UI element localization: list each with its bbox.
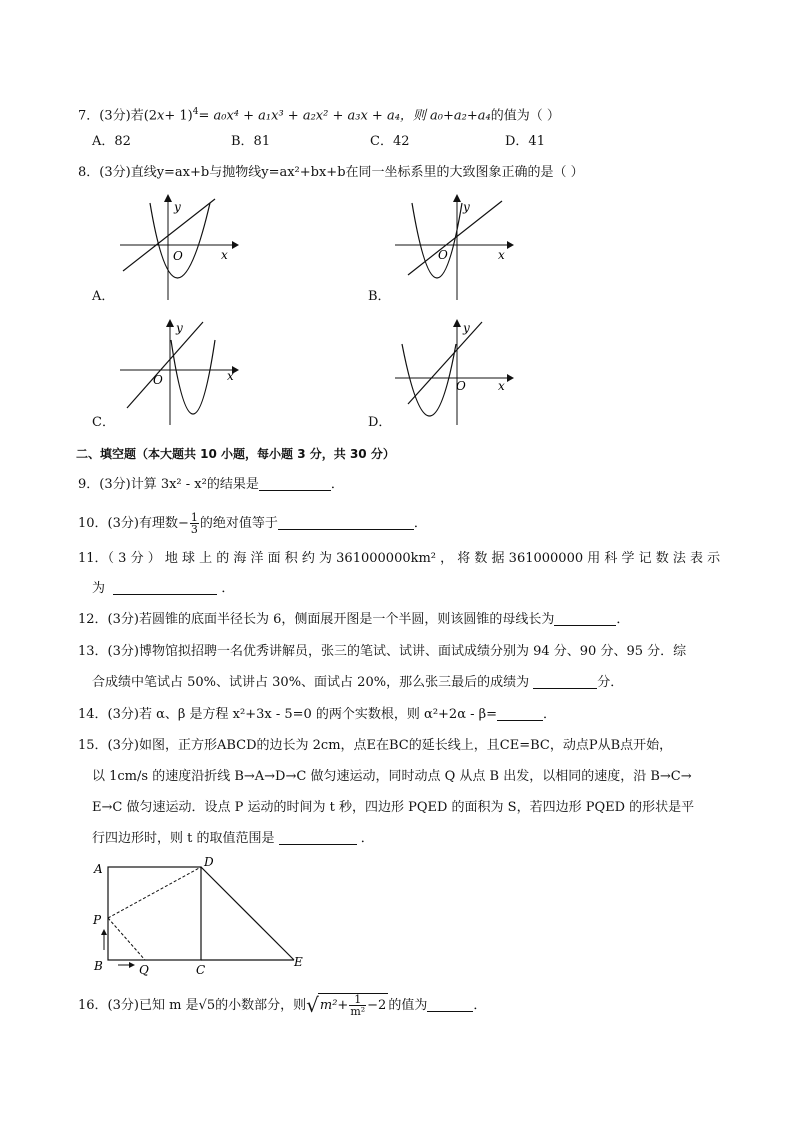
q8-label-c: C． — [92, 415, 115, 430]
q11-stem-line2: 为 ． — [92, 581, 235, 596]
q7-option-c: C．42 — [370, 134, 410, 149]
q9-stem: 9．(3分)计算 3x² - x²的结果是 ． — [78, 477, 344, 492]
y-axis-label: y — [174, 200, 181, 214]
origin-label: O — [438, 248, 448, 262]
point-d-label: D — [204, 855, 214, 869]
q8-graph-b — [390, 193, 515, 303]
q8-graph-d — [390, 318, 515, 428]
origin-label: O — [153, 373, 163, 387]
q12-stem: 12．(3分)若圆锥的底面半径长为 6，侧面展开图是一个半圆，则该圆锥的母线长为 ． — [78, 612, 630, 627]
q7-stem: 7．(3分)若$(2x+ 1)^4= a_0x^4 + a_1x^3 + a_2x^2 + a_3x + a_4$，则 a₀+a₂+a₄的值为（ ） — [78, 107, 560, 124]
q13-stem-line2: 合成绩中笔试占 50%、试讲占 30%、面试占 20%，那么张三最后的成绩为 分． — [92, 675, 624, 690]
q7-option-d: D．41 — [505, 134, 545, 149]
answer-blank[interactable] — [497, 706, 543, 721]
q15-stem-line3: E→C 做匀速运动．设点 P 运动的时间为 t 秒，四边形 PQED 的面积为 S，若四边形 PQED 的形状是平 — [92, 800, 695, 815]
point-c-label: C — [196, 963, 206, 977]
answer-blank[interactable] — [279, 830, 357, 845]
q7-expression: = a₀x⁴ + a₁x³ + a₂x² + a₃x + a₄，则 a₀+a₂+a₄ — [198, 108, 491, 124]
fraction: $\frac{1}{3}$ — [190, 511, 198, 536]
answer-blank[interactable] — [259, 476, 331, 491]
x-axis-label: x — [498, 248, 505, 262]
point-q-label: Q — [139, 963, 149, 977]
q15-stem-line1: 15．(3分)如图，正方形ABCD的边长为 2cm，点E在BC的延长线上，且CE=BC，动点P从B点开始， — [78, 738, 673, 753]
q8-graph-c — [115, 318, 240, 428]
point-a-label: A — [94, 862, 103, 876]
point-b-label: B — [94, 959, 103, 973]
q11-stem-line1: 11．（ 3 分 ） 地 球 上 的 海 洋 面 积 约 为 361000000km² ， 将 数 据 361000000 用 科 学 记 数 法 表 示 — [78, 551, 721, 566]
x-axis-label: x — [221, 248, 228, 262]
q14-stem: 14．(3分)若 α、β 是方程 x²+3x - 5=0 的两个实数根，则 α²+2α - β= ． — [78, 707, 557, 722]
answer-blank[interactable] — [113, 580, 217, 595]
x-axis-label: x — [227, 369, 234, 383]
q13-stem-line1: 13．(3分)博物馆拟招聘一名优秀讲解员，张三的笔试、试讲、面试成绩分别为 94 分、90 分、95 分．综 — [78, 644, 687, 659]
answer-blank[interactable] — [278, 515, 414, 530]
y-axis-label: y — [463, 200, 470, 214]
q8-graph-a — [115, 193, 240, 303]
origin-label: O — [173, 249, 183, 263]
origin-label: O — [456, 379, 466, 393]
q7-option-b: B．81 — [231, 134, 271, 149]
point-e-label: E — [294, 955, 303, 969]
q8-label-a: A． — [92, 289, 115, 304]
answer-blank[interactable] — [427, 997, 473, 1012]
q8-label-d: D． — [368, 415, 392, 430]
q7-number: 7．(3分) — [78, 108, 131, 124]
point-p-label: P — [93, 913, 102, 927]
x-axis-label: x — [498, 379, 505, 393]
q10-stem: 10．(3分)有理数− $\frac{1}{3}$ 的绝对值等于 ． — [78, 511, 427, 536]
q15-stem-line4: 行四边形时，则 t 的取值范围是 ． — [92, 831, 374, 846]
y-axis-label: y — [463, 321, 470, 335]
q15-stem-line2: 以 1cm/s 的速度沿折线 B→A→D→C 做匀速运动，同时动点 Q 从点 B 出发，以相同的速度，沿 B→C→ — [92, 769, 692, 784]
q16-stem: 16．(3分)已知 m 是√5的小数部分，则√m²+ $\frac{1}{\text{m²}}$ −2 的值为 ． — [78, 993, 487, 1018]
answer-blank[interactable] — [554, 611, 616, 626]
q8-label-b: B． — [368, 289, 391, 304]
q8-stem: 8．(3分)直线y=ax+b与抛物线y=ax²+bx+b在同一坐标系里的大致图象正确的是（ ） — [78, 165, 584, 180]
q7-option-a: A．82 — [92, 134, 131, 149]
answer-blank[interactable] — [533, 674, 597, 689]
y-axis-label: y — [176, 321, 183, 335]
section-heading: 二、填空题（本大题共 10 小题，每小题 3 分，共 30 分） — [76, 447, 395, 461]
q15-figure — [88, 852, 318, 980]
radical-expression: m²+ $\frac{1}{\text{m²}}$ −2 — [319, 993, 387, 1018]
